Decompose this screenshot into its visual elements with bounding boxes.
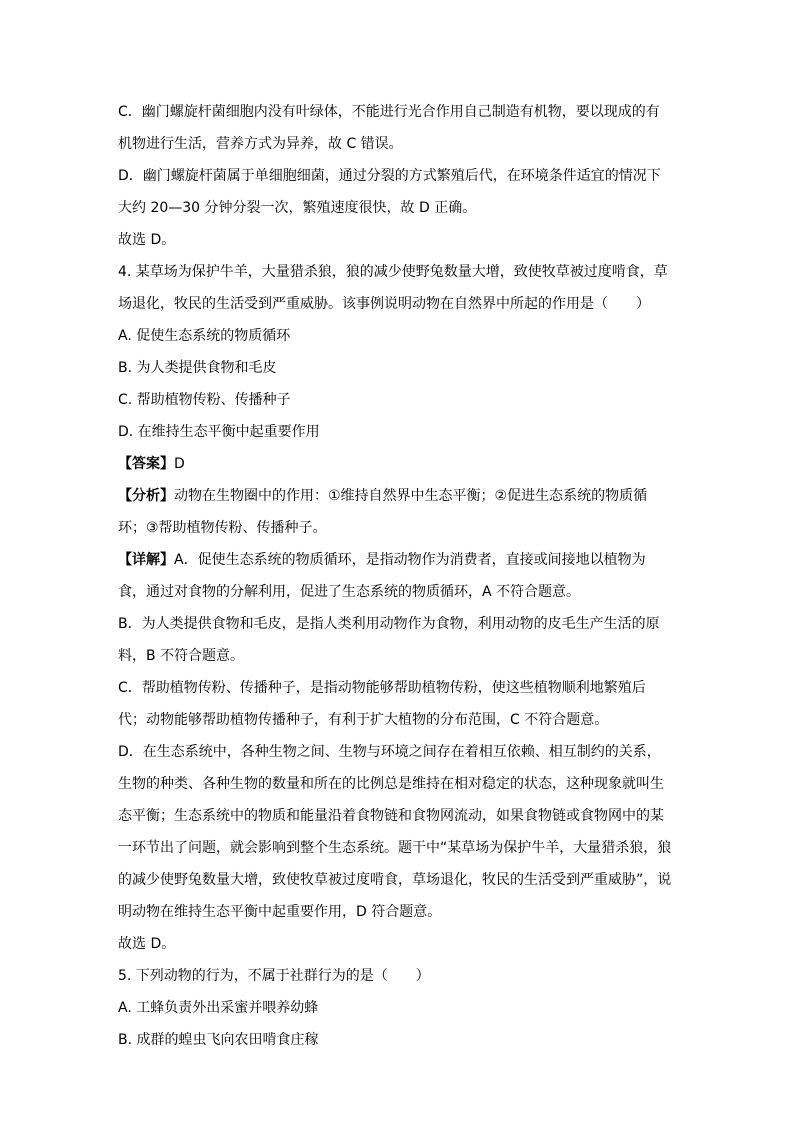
option-b: B. 为人类提供食物和毛皮 (118, 360, 277, 376)
detail-line (118, 552, 646, 568)
text-line: 故选 D。 (118, 232, 176, 248)
text-line: 故选 D。 (118, 936, 176, 952)
text-line: 料，B 不符合题意。 (118, 648, 245, 664)
text-line: 代；动物能够帮助植物传播种子，有利于扩大植物的分布范围，C 不符合题意。 (118, 712, 609, 728)
analysis-label: 【分析】 (118, 488, 174, 504)
text-line: D．在生态系统中，各种生物之间、生物与环境之间存在着相互依赖、相互制约的关系， (118, 744, 661, 760)
text-line: 态平衡；生态系统中的物质和能量沿着食物链和食物网流动，如果食物链或食物网中的某 (118, 808, 664, 824)
text-line: 生物的种类、各种生物的数量和所在的比例总是维持在相对稳定的状态，这种现象就叫生 (118, 776, 664, 792)
option-a: A. 促使生态系统的物质循环 (118, 328, 291, 344)
answer-value: D (174, 456, 185, 472)
answer-line (118, 456, 185, 472)
text-line: 食，通过对食物的分解利用，促进了生态系统的物质循环，A 不符合题意。 (118, 584, 581, 600)
text-line: B．为人类提供食物和毛皮，是指人类利用动物作为食物，利用动物的皮毛生产生活的原 (118, 616, 660, 632)
detail-text: A．促使生态系统的物质循环，是指动物作为消费者，直接或间接地以植物为 (174, 552, 646, 568)
option-b: B. 成群的蝗虫飞向农田啃食庄稼 (118, 1032, 319, 1048)
question-4-line: 4. 某草场为保护牛羊，大量猎杀狼，狼的减少使野兔数量大增，致使牧草被过度啃食，草 (118, 264, 668, 280)
answer-label: 【答案】 (118, 456, 174, 472)
text-line: 机物进行生活，营养方式为异养，故 C 错误。 (118, 136, 403, 152)
question-5-line: 5. 下列动物的行为，不属于社群行为的是（ ） (118, 968, 430, 984)
analysis-line (118, 488, 647, 504)
text-line: 明动物在维持生态平衡中起重要作用，D 符合题意。 (118, 904, 442, 920)
option-d: D. 在维持生态平衡中起重要作用 (118, 424, 320, 440)
text-line: 大约 20—30 分钟分裂一次，繁殖速度很快，故 D 正确。 (118, 200, 477, 216)
option-a: A. 工蜂负责外出采蜜并喂养幼蜂 (118, 1000, 319, 1016)
text-line: C．帮助植物传粉、传播种子，是指动物能够帮助植物传粉，使这些植物顺利地繁殖后 (118, 680, 646, 696)
text-line: C．幽门螺旋杆菌细胞内没有叶绿体，不能进行光合作用自己制造有机物，要以现成的有 (118, 104, 660, 120)
text-line: 环；③帮助植物传粉、传播种子。 (118, 520, 327, 536)
text-line: 一环节出了问题，就会影响到整个生态系统。题干中“某草场为保护牛羊，大量猎杀狼，狼 (118, 840, 672, 856)
question-4-line: 场退化，牧民的生活受到严重威胁。该事例说明动物在自然界中所起的作用是（ ） (118, 296, 650, 312)
text-line: 的减少使野兔数量大增，致使牧草被过度啃食，草场退化，牧民的生活受到严重威胁”，说 (118, 872, 672, 888)
option-c: C. 帮助植物传粉、传播种子 (118, 392, 291, 408)
analysis-text: 动物在生物圈中的作用：①维持自然界中生态平衡；②促进生态系统的物质循 (174, 488, 648, 504)
text-line: D．幽门螺旋杆菌属于单细胞细菌，通过分裂的方式繁殖后代，在环境条件适宜的情况下 (118, 168, 661, 184)
detail-label: 【详解】 (118, 552, 174, 568)
